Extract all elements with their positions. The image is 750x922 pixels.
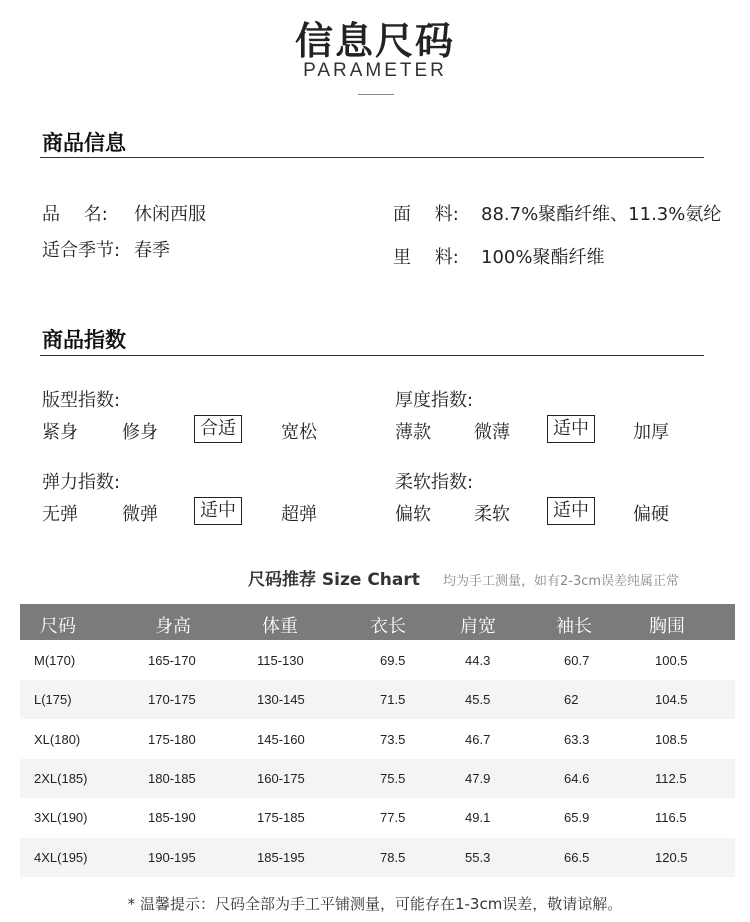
- fit-index-label: 版型指数:: [42, 390, 121, 411]
- cell-shoulder: 49.1: [465, 810, 491, 825]
- cell-height: 170-175: [148, 692, 196, 707]
- cell-weight: 130-145: [257, 692, 305, 707]
- cell-weight: 160-175: [257, 771, 305, 786]
- fit-option-regular-selected: 合适: [194, 415, 242, 443]
- cell-size: XL(180): [34, 732, 81, 747]
- cell-sleeve: 60.7: [564, 653, 590, 668]
- cell-shoulder: 46.7: [465, 732, 491, 747]
- cell-shoulder: 47.9: [465, 771, 491, 786]
- col-weight: 体重: [262, 616, 298, 637]
- softness-option-soft: 柔软: [474, 504, 510, 525]
- softness-option-soft-ish: 偏软: [395, 504, 431, 525]
- softness-option-hard-ish: 偏硬: [633, 504, 669, 525]
- size-chart-heading: 尺码推荐 Size Chart: [248, 570, 420, 590]
- name-value: 休闲西服: [134, 204, 206, 225]
- thickness-option-slightly-thin: 微薄: [474, 422, 510, 443]
- name-label: 品 名:: [42, 204, 108, 225]
- fabric-value: 88.7%聚酯纤维、11.3%氨纶: [481, 204, 722, 225]
- cell-weight: 185-195: [257, 850, 305, 865]
- product-info-heading: 商品信息: [42, 131, 126, 155]
- cell-chest: 116.5: [655, 810, 687, 825]
- fit-option-loose: 宽松: [281, 422, 317, 443]
- thickness-option-thin: 薄款: [395, 422, 431, 443]
- elasticity-option-slight: 微弹: [122, 504, 158, 525]
- season-label: 适合季节:: [42, 240, 121, 261]
- cell-sleeve: 64.6: [564, 771, 590, 786]
- softness-index-label: 柔软指数:: [395, 472, 474, 493]
- cell-weight: 145-160: [257, 732, 305, 747]
- cell-weight: 175-185: [257, 810, 305, 825]
- cell-height: 165-170: [148, 653, 196, 668]
- footnote: * 温馨提示：尺码全部为手工平铺测量，可能存在1-3cm误差，敬请谅解。: [127, 895, 623, 913]
- thickness-index-label: 厚度指数:: [395, 390, 474, 411]
- fit-option-slim: 修身: [122, 422, 158, 443]
- table-row-stripe: [20, 680, 735, 719]
- cell-sleeve: 65.9: [564, 810, 590, 825]
- cell-length: 75.5: [380, 771, 406, 786]
- cell-size: 3XL(190): [34, 810, 88, 825]
- cell-chest: 100.5: [655, 653, 688, 668]
- cell-chest: 108.5: [655, 732, 688, 747]
- cell-weight: 115-130: [257, 653, 304, 668]
- col-height: 身高: [155, 616, 191, 637]
- cell-size: M(170): [34, 653, 76, 668]
- page-title: 信息尺码: [294, 19, 455, 63]
- cell-shoulder: 45.5: [465, 692, 491, 707]
- cell-height: 175-180: [148, 732, 196, 747]
- col-chest: 胸围: [649, 616, 685, 637]
- elasticity-option-none: 无弹: [42, 504, 78, 525]
- cell-height: 180-185: [148, 771, 196, 786]
- elasticity-index-label: 弹力指数:: [42, 472, 121, 493]
- cell-sleeve: 62: [564, 692, 579, 707]
- thickness-option-medium-selected: 适中: [547, 415, 595, 443]
- cell-length: 71.5: [380, 692, 406, 707]
- cell-chest: 112.5: [655, 771, 687, 786]
- cell-sleeve: 66.5: [564, 850, 590, 865]
- fabric-label: 面 料:: [393, 204, 459, 225]
- cell-size: 2XL(185): [34, 771, 88, 786]
- cell-height: 190-195: [148, 850, 196, 865]
- cell-shoulder: 44.3: [465, 653, 491, 668]
- product-index-divider: [40, 355, 704, 356]
- table-row-stripe: [20, 838, 735, 877]
- lining-label: 里 料:: [393, 247, 459, 268]
- cell-length: 78.5: [380, 850, 406, 865]
- elasticity-option-super: 超弹: [281, 504, 317, 525]
- cell-chest: 104.5: [655, 692, 688, 707]
- cell-length: 69.5: [380, 653, 406, 668]
- col-shoulder: 肩宽: [460, 616, 496, 637]
- col-length: 衣长: [370, 616, 406, 637]
- cell-length: 73.5: [380, 732, 406, 747]
- cell-chest: 120.5: [655, 850, 688, 865]
- elasticity-option-medium-selected: 适中: [194, 497, 242, 525]
- cell-length: 77.5: [380, 810, 406, 825]
- page-subtitle: PARAMETER: [303, 60, 447, 81]
- table-row-stripe: [20, 759, 735, 798]
- fit-option-tight: 紧身: [42, 422, 78, 443]
- thickness-option-thick: 加厚: [633, 422, 669, 443]
- cell-size: L(175): [34, 692, 72, 707]
- softness-option-medium-selected: 适中: [547, 497, 595, 525]
- size-chart-note: 均为手工测量，如有2-3cm误差纯属正常: [443, 574, 680, 589]
- lining-value: 100%聚酯纤维: [481, 247, 605, 268]
- cell-size: 4XL(195): [34, 850, 88, 865]
- cell-shoulder: 55.3: [465, 850, 491, 865]
- col-size: 尺码: [40, 616, 76, 637]
- season-value: 春季: [134, 240, 170, 261]
- col-sleeve: 袖长: [556, 616, 592, 637]
- cell-height: 185-190: [148, 810, 196, 825]
- product-info-divider: [40, 157, 704, 158]
- title-divider: [358, 94, 394, 95]
- cell-sleeve: 63.3: [564, 732, 590, 747]
- product-index-heading: 商品指数: [42, 328, 126, 352]
